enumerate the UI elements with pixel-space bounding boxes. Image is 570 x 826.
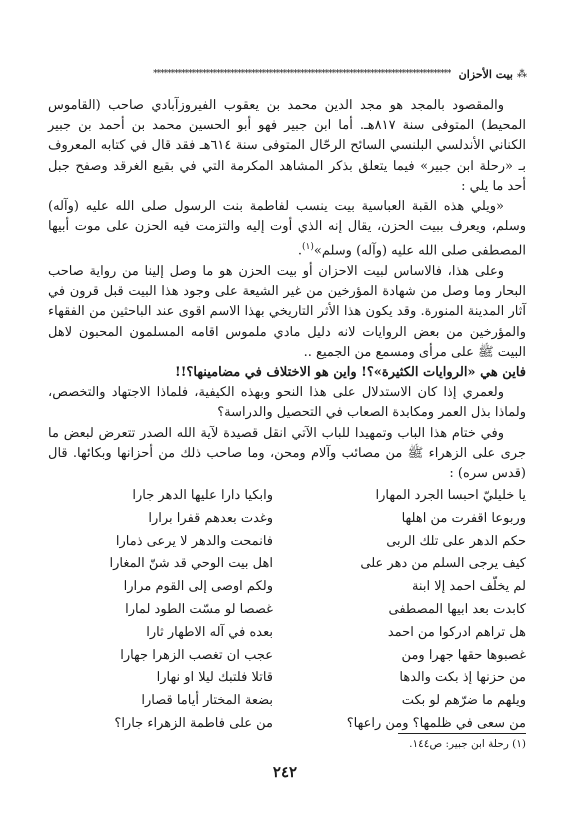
main-text <box>48 96 526 484</box>
paragraph-3: وعلى هذا، فالاساس لبيت الاحزان أو بيت الحزن هو ما وصل إلينا من رواية صاحب البحار وما وصل من شهادة المؤرخين من غير الشيعة على وجود هذا البيت قبل قرون في آثار المدينة المنورة. وقد يكون هذا الأثر التاريخي بهذا الاسم اقوى عند الباحثين من الفقهاء والمؤرخين من بعض الروايات لانه دليل مادي ملموس اقامه المسلمون المحبون لاهل البيت ﷺ على مرأى ومسمع من الجميع .. <box>48 263 526 360</box>
verse-first-hemistich: حكم الدهر على تلك الربى <box>386 533 526 549</box>
footnote-reference: (١) <box>302 242 314 253</box>
verse-second-hemistich: بضعة المختار أياما قصارا <box>141 693 273 709</box>
verse-first-hemistich: لم يخلّف احمد إلا ابنة <box>411 579 526 595</box>
poem-verse <box>48 690 526 713</box>
verse-first-hemistich: وربوعا اقفرت من اهلها <box>401 510 526 526</box>
poem <box>48 485 526 736</box>
verse-first-hemistich: ويلهم ما ضرّهم لو بكت <box>401 693 526 709</box>
verse-second-hemistich: غصصا لو مسّت الطود لمارا <box>125 601 273 617</box>
page-number: ٢٤٢ <box>272 763 298 781</box>
verse-second-hemistich: ولكم اوصى إلى القوم مرارا <box>123 579 273 595</box>
running-header <box>48 66 526 82</box>
question-line: فاين هي «الروايات الكثيرة»؟! واين هو الاختلاف في مضامينها؟!! <box>175 364 526 380</box>
footnote: (١) رحلة ابن جبير: ص١٤٤. <box>409 738 526 750</box>
verse-second-hemistich: عجب ان تغصب الزهرا جهارا <box>120 647 273 663</box>
header-ornament: ⁂ <box>517 68 526 80</box>
verse-second-hemistich: قاتلا فلتبك ليلا او نهارا <box>156 670 273 686</box>
footnote-rule <box>398 733 526 734</box>
poem-verse <box>48 508 526 531</box>
running-title: بيت الأحزان <box>458 67 513 81</box>
verse-second-hemistich: بعده في آله الاطهار ثارا <box>146 624 273 640</box>
verse-first-hemistich: كيف يرجى السلم من دهر على <box>360 556 526 572</box>
poem-verse <box>48 599 526 622</box>
paragraph-5: ولعمري إذا كان الاستدلال على هذا النحو وبهذه الكيفية، فلماذا الاجتهاد والتخصص، ولماذا بذل العمر ومكابدة الصعاب في التحصيل والدراسة؟ <box>48 385 526 421</box>
verse-second-hemistich: فانمحت والدهر لا يرعى ذمارا <box>115 533 273 549</box>
poem-verse <box>48 531 526 554</box>
poem-verse <box>48 645 526 668</box>
paragraph-1: والمقصود بالمجد هو مجد الدين محمد بن يعقوب الفيروزآبادي صاحب (القاموس المحيط) المتوفى سنة ٨١٧هـ. أما ابن جبير فهو أبو الحسين محمد بن أحمد بن جبير الكناني الأندلسي البلنسي السائح الرحّال المتوفى سنة ٦١٤هـ فقد قال في كتابه المعروف بـ «رحلة ابن جبير» فيما يتعلق بذكر المشاهد المكرمة التي في بقيع الغرقد وصفح جبل أحد ما يلي : <box>48 98 526 194</box>
poem-verse <box>48 667 526 690</box>
verse-first-hemistich: من حزنها إذ بكت والدها <box>399 670 526 686</box>
verse-first-hemistich: غصبوها حقها جهرا ومن <box>401 647 526 663</box>
poem-verse <box>48 622 526 645</box>
verse-first-hemistich: هل تراهم ادركوا من احمد <box>387 624 526 640</box>
verse-first-hemistich: من سعى في ظلمها؟ ومن راعها؟ <box>346 715 526 731</box>
verse-first-hemistich: كابدت بعد ابيها المصطفى <box>388 601 526 617</box>
verse-second-hemistich: من على فاطمة الزهراء جارا؟ <box>114 715 273 731</box>
verse-second-hemistich: وغدت بعدهم قفرا برارا <box>148 510 273 526</box>
poem-verse <box>48 576 526 599</box>
header-star-rule: ************************************************************************************* <box>153 69 451 79</box>
poem-verse <box>48 485 526 508</box>
paragraph-6: وفي ختام هذا الباب وتمهيدا للباب الآتي انقل قصيدة لآية الله الصدر تتعرض لبعض ما جرى على الزهراء ﷺ من مصائب وآلام ومحن، وما صاحب ذلك من أحزانها وبكائها. قال (قدس سره) : <box>48 425 526 481</box>
verse-second-hemistich: اهل بيت الوحي قد شنّ المغارا <box>109 556 273 572</box>
poem-verse <box>48 553 526 576</box>
verse-second-hemistich: وابكيا دارا عليها الدهر جارا <box>132 488 273 503</box>
quotation-text: «ويلي هذه القبة العباسية بيت ينسب لفاطمة بنت الرسول صلى الله عليه (وآله) وسلم، ويعرف ببيت الحزن، يقال إنه الذي أوت إليه والتزمت فيه الحزن على موت أبيها المصطفى صلى الله عليه (وآله) وسلم» <box>48 199 526 259</box>
quotation-paragraph: «ويلي هذه القبة العباسية بيت ينسب لفاطمة بنت الرسول صلى الله عليه (وآله) وسلم، ويعرف ببيت الحزن، يقال إنه الذي أوت إليه والتزمت فيه الحزن على موت أبيها المصطفى صلى الله عليه (وآله) وسلم»$^{(١)}$. <box>48 199 526 259</box>
verse-first-hemistich: يا خليليّ احبسا الجرد المهارا <box>375 488 526 503</box>
